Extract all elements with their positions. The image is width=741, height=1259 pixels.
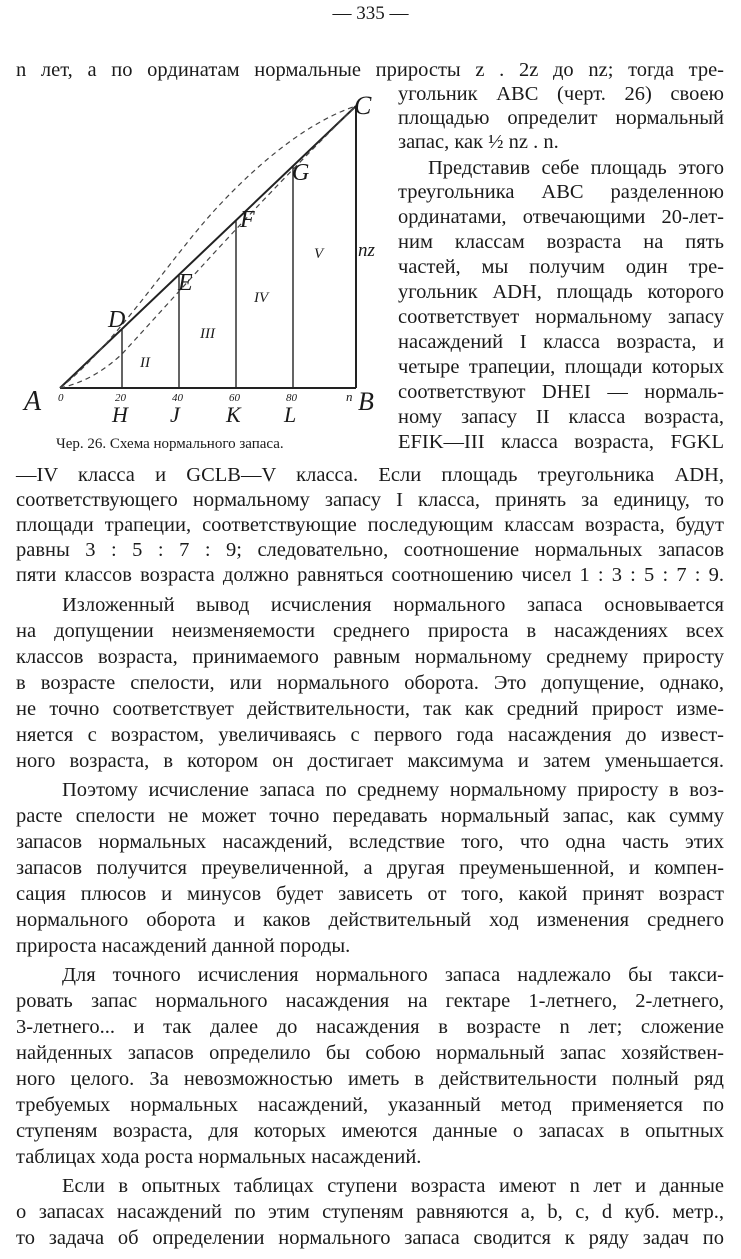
tick-label: n bbox=[346, 389, 353, 404]
label-k: K bbox=[226, 402, 241, 427]
tick-label: 20 bbox=[115, 392, 126, 404]
tick-label: 0 bbox=[58, 392, 64, 404]
text-line: Изложенный вывод исчисления нормального запаса основывается bbox=[62, 594, 724, 616]
label-e: E bbox=[178, 270, 193, 296]
text-line: Поэтому исчисление запаса по среднему нормальному приросту в воз- bbox=[62, 779, 724, 801]
page-number: — 335 — bbox=[332, 3, 409, 24]
text-line: ординатами, отвечающими 20-лет- bbox=[398, 206, 724, 228]
side-label-nz: nz bbox=[358, 240, 375, 261]
text-line: прироста насаждений данной породы. bbox=[16, 935, 351, 957]
text-line: —IV класса и GCLB—V класса. Если площадь треугольника ADH, bbox=[16, 464, 724, 486]
text-line: то задача об определении нормального запаса сводится к ряду задач по bbox=[16, 1227, 724, 1249]
text-line: частей, мы получим один тре- bbox=[398, 256, 724, 278]
text-line: ному запасу II класса возраста, bbox=[398, 406, 724, 428]
text-line: 3-летнего... и так далее до насаждения в возрасте n лет; сложение bbox=[16, 1016, 724, 1038]
text-line: ним классам возраста на пять bbox=[398, 231, 724, 253]
text-line: EFIK—III класса возраста, FGKL bbox=[398, 431, 724, 453]
text-line: площади трапеции, соответствующие последующим классам возраста, будут bbox=[16, 514, 724, 536]
tick-label: 80 bbox=[286, 392, 297, 404]
text-line: на допущении неизменяемости среднего прироста в насаждениях всех bbox=[16, 620, 724, 642]
label-b: B bbox=[358, 387, 374, 416]
text-line: таблицах хода роста нормальных насаждений. bbox=[16, 1146, 422, 1168]
region-label: III bbox=[200, 326, 215, 342]
label-f: F bbox=[240, 207, 255, 233]
text-line: няется с возрастом, увеличиваясь с первого года насаждения до извест- bbox=[16, 724, 724, 746]
text-line: требуемых нормальных насаждений, указанный метод применяется по bbox=[16, 1094, 724, 1116]
figure-caption: Чер. 26. Схема нормального запаса. bbox=[56, 436, 284, 452]
text-line: угольник ABC (черт. 26) своею bbox=[398, 83, 724, 105]
text-line: Для точного исчисления нормального запаса надлежало бы такси- bbox=[62, 964, 724, 986]
text-line: соответствуют DHEI — нормаль- bbox=[398, 381, 724, 403]
text-line: соответствует нормальному запасу bbox=[398, 306, 724, 328]
text-line: ного возраста, в котором он достигает максимума и затем уменьшается. bbox=[16, 750, 724, 772]
label-a: A bbox=[24, 386, 42, 417]
text-line: о запасах насаждений по этим ступеням равняются a, b, c, d куб. метр., bbox=[16, 1201, 724, 1223]
text-line: запасов получится преувеличенной, а другая преуменьшенной, и компен- bbox=[16, 857, 724, 879]
text-line: найденных запасов определило бы собою нормальный запас хозяйствен- bbox=[16, 1042, 724, 1064]
region-label: IV bbox=[254, 290, 269, 306]
text-line: насаждений I класса возраста, и bbox=[398, 331, 724, 353]
label-j: J bbox=[170, 402, 180, 427]
tick-label: 60 bbox=[229, 392, 240, 404]
normal-stock-diagram bbox=[18, 92, 390, 428]
text-line: треугольника ABC разделенною bbox=[398, 181, 724, 203]
text-line: запасов нормальных насаждений, вследствие того, что одна часть этих bbox=[16, 831, 724, 853]
region-label: II bbox=[140, 355, 150, 371]
text-line: запас, как ½ nz . n. bbox=[398, 131, 559, 153]
label-l: L bbox=[284, 402, 297, 427]
text-line: Представив себе площадь этого bbox=[428, 157, 724, 179]
text-line: Если в опытных таблицах ступени возраста имеют n лет и данные bbox=[62, 1175, 724, 1197]
text-line: пяти классов возраста должно равняться соотношению чисел 1 : 3 : 5 : 7 : 9. bbox=[16, 564, 724, 586]
text-line: расте спелости не может точно передавать нормальный запас, как сумму bbox=[16, 805, 724, 827]
text-line: ровать запас нормального насаждения на гектаре 1-летнего, 2-летнего, bbox=[16, 990, 724, 1012]
text-line: n лет, а по ординатам нормальные приросты z . 2z до nz; тогда тре- bbox=[16, 59, 724, 81]
text-line: соответствующего нормальному запасу I класса, принять за единицу, то bbox=[16, 489, 724, 511]
hypotenuse-ac bbox=[60, 106, 356, 388]
label-g: G bbox=[292, 160, 310, 186]
text-line: ного целого. За невозможностью иметь в действительности полный ряд bbox=[16, 1068, 724, 1090]
text-line: не точно соответствует действительности, так как средний прирост изме- bbox=[16, 698, 724, 720]
region-label: V bbox=[314, 246, 324, 262]
text-line: классов возраста, принимаемого равным нормальному среднему приросту bbox=[16, 646, 724, 668]
text-line: равны 3 : 5 : 7 : 9; следовательно, соотношение нормальных запасов bbox=[16, 539, 724, 561]
label-h: H bbox=[112, 402, 128, 427]
text-line: сация плюсов и минусов будет зависеть от того, какой принят возраст bbox=[16, 883, 724, 905]
text-line: площадью определит нормальный bbox=[398, 107, 724, 129]
label-d: D bbox=[108, 307, 126, 333]
text-line: угольник ADH, площадь которого bbox=[398, 281, 724, 303]
text-line: нормального оборота и каков действительный ход изменения среднего bbox=[16, 909, 724, 931]
text-line: в возрасте спелости, или нормального оборота. Это допущение, однако, bbox=[16, 672, 724, 694]
text-line: ступеням возраста, для которых имеются данные о запасах в опытных bbox=[16, 1120, 724, 1142]
tick-label: 40 bbox=[172, 392, 183, 404]
text-line: четыре трапеции, площади которых bbox=[398, 356, 724, 378]
label-c: C bbox=[354, 92, 372, 120]
